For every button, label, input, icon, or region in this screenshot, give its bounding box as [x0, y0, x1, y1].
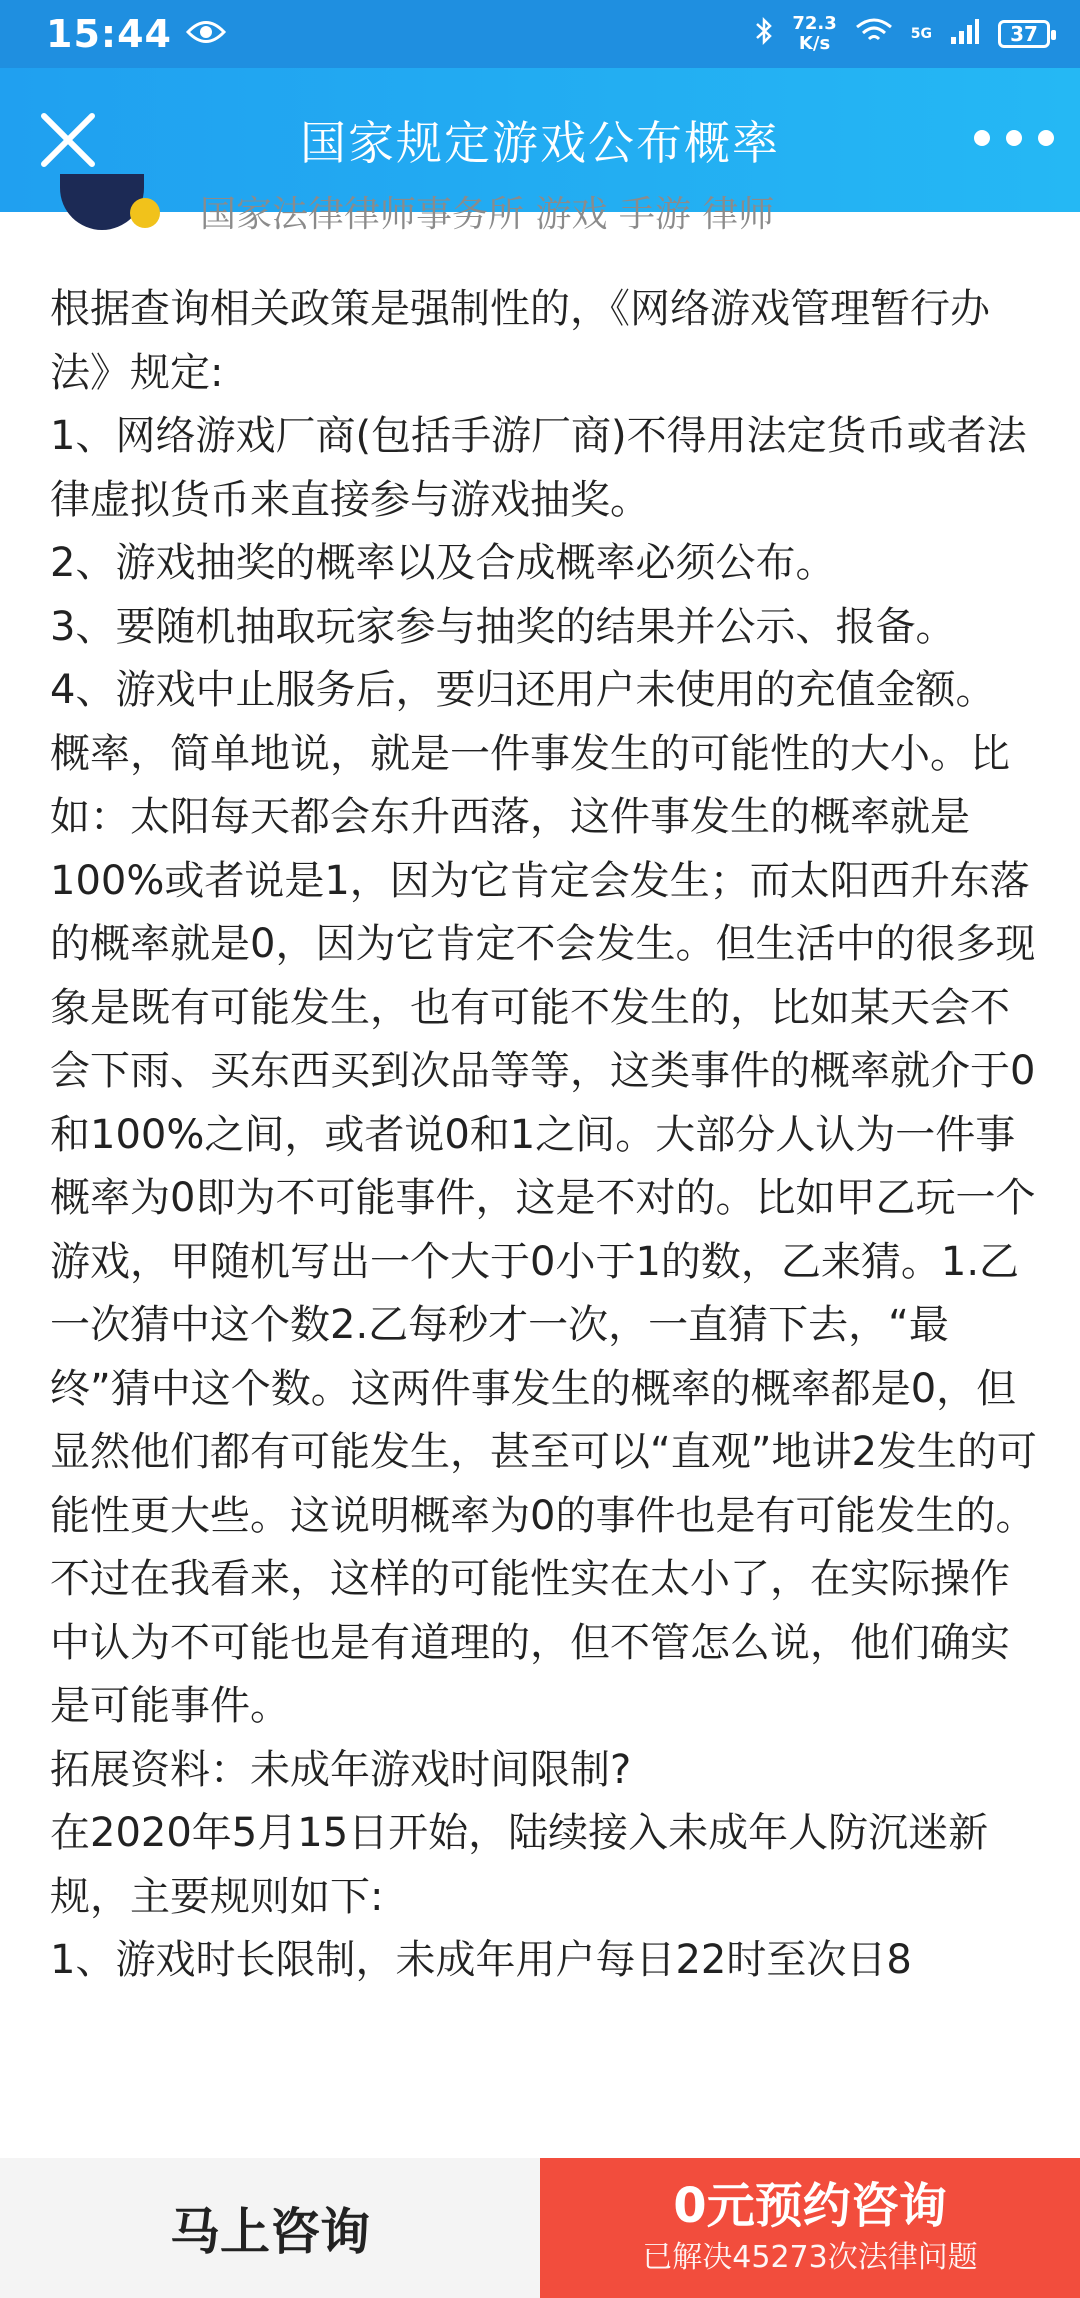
bottom-bar — [0, 2158, 1080, 2298]
close-icon — [36, 108, 100, 172]
more-button[interactable] — [974, 118, 1054, 158]
consult-button[interactable] — [0, 2158, 540, 2298]
signal-icon — [950, 17, 980, 51]
battery-icon — [998, 20, 1050, 48]
network-type: 5G — [910, 26, 932, 42]
author-strip — [0, 194, 1080, 235]
paragraph: 1、游戏时长限制，未成年用户每日22时至次日8 — [50, 1937, 912, 1983]
wifi-icon — [855, 17, 893, 51]
status-right — [754, 14, 1050, 54]
paragraph: 在2020年5月15日开始，陆续接入未成年人防沉迷新规，主要规则如下: — [50, 1810, 989, 1920]
network-speed — [792, 14, 836, 54]
close-button[interactable] — [36, 108, 100, 172]
page-title: 国家规定游戏公布概率 — [300, 116, 780, 170]
paragraph: 4、游戏中止服务后，要归还用户未使用的充值金额。 — [50, 667, 996, 713]
status-bar — [0, 0, 1080, 68]
status-time: 15:44 — [46, 12, 172, 56]
verified-badge-icon — [130, 198, 160, 228]
speed-value: 72.3 — [792, 13, 837, 34]
reserve-label: 0元预约咨询 — [673, 2178, 947, 2234]
paragraph: 3、要随机抽取玩家参与抽奖的结果并公示、报备。 — [50, 603, 956, 650]
battery-level: 37 — [1010, 22, 1038, 46]
paragraph: 1、网络游戏厂商(包括手游厂商)不得用法定货币或者法律虚拟货币来直接参与游戏抽奖。 — [50, 413, 1027, 523]
more-dot-icon — [1006, 130, 1022, 146]
status-left — [46, 12, 226, 56]
more-dot-icon — [1038, 130, 1054, 146]
consult-label: 马上咨询 — [170, 2203, 370, 2261]
reserve-subtitle: 已解决45273次法律问题 — [642, 2240, 978, 2275]
reserve-button[interactable] — [540, 2158, 1080, 2298]
paragraph: 拓展资料：未成年游戏时间限制? — [50, 1746, 632, 1793]
eye-icon — [186, 19, 226, 49]
avatar[interactable] — [60, 174, 144, 230]
more-dot-icon — [974, 130, 990, 146]
author-text: 国家法律律师事务所 游戏 手游 律师 — [200, 194, 775, 235]
paragraph: 根据查询相关政策是强制性的，《网络游戏管理暂行办法》规定: — [50, 286, 990, 396]
paragraph: 概率，简单地说，就是一件事发生的可能性的大小。比如：太阳每天都会东升西落，这件事发生的概率就是100%或者说是1，因为它肯定会发生；而太阳西升东落的概率就是0，因为它肯定不会发生。但生活中的很多现象是既有可能发生，也有可能不发生的，比如某天会不会下雨、买东西买到次品等等，这类事件的概率就介于0和100%之间，或者说0和1之间。大部分人认为一件事概率为0即为不可能事件，这是不对的。比如甲乙玩一个游戏，甲随机写出一个大于0小于1的数，乙来猜。1.乙一次猜中这个数2.乙每秒才一次，一直猜下去，“最终”猜中这个数。这两件事发生的概率的概率都是0，但显然他们都有可能发生，甚至可以“直观”地讲2发生的可能性更大些。这说明概率为0的事件也是有可能发生的。不过在我看来，这样的可能性实在太小了，在实际操作中认为不可能也是有道理的，但不管怎么说，他们确实是可能事件。 — [50, 730, 1037, 1729]
bluetooth-icon — [754, 16, 774, 52]
paragraph: 2、游戏抽奖的概率以及合成概率必须公布。 — [50, 540, 836, 586]
speed-unit: K/s — [798, 33, 831, 54]
article-content — [50, 278, 1040, 1993]
